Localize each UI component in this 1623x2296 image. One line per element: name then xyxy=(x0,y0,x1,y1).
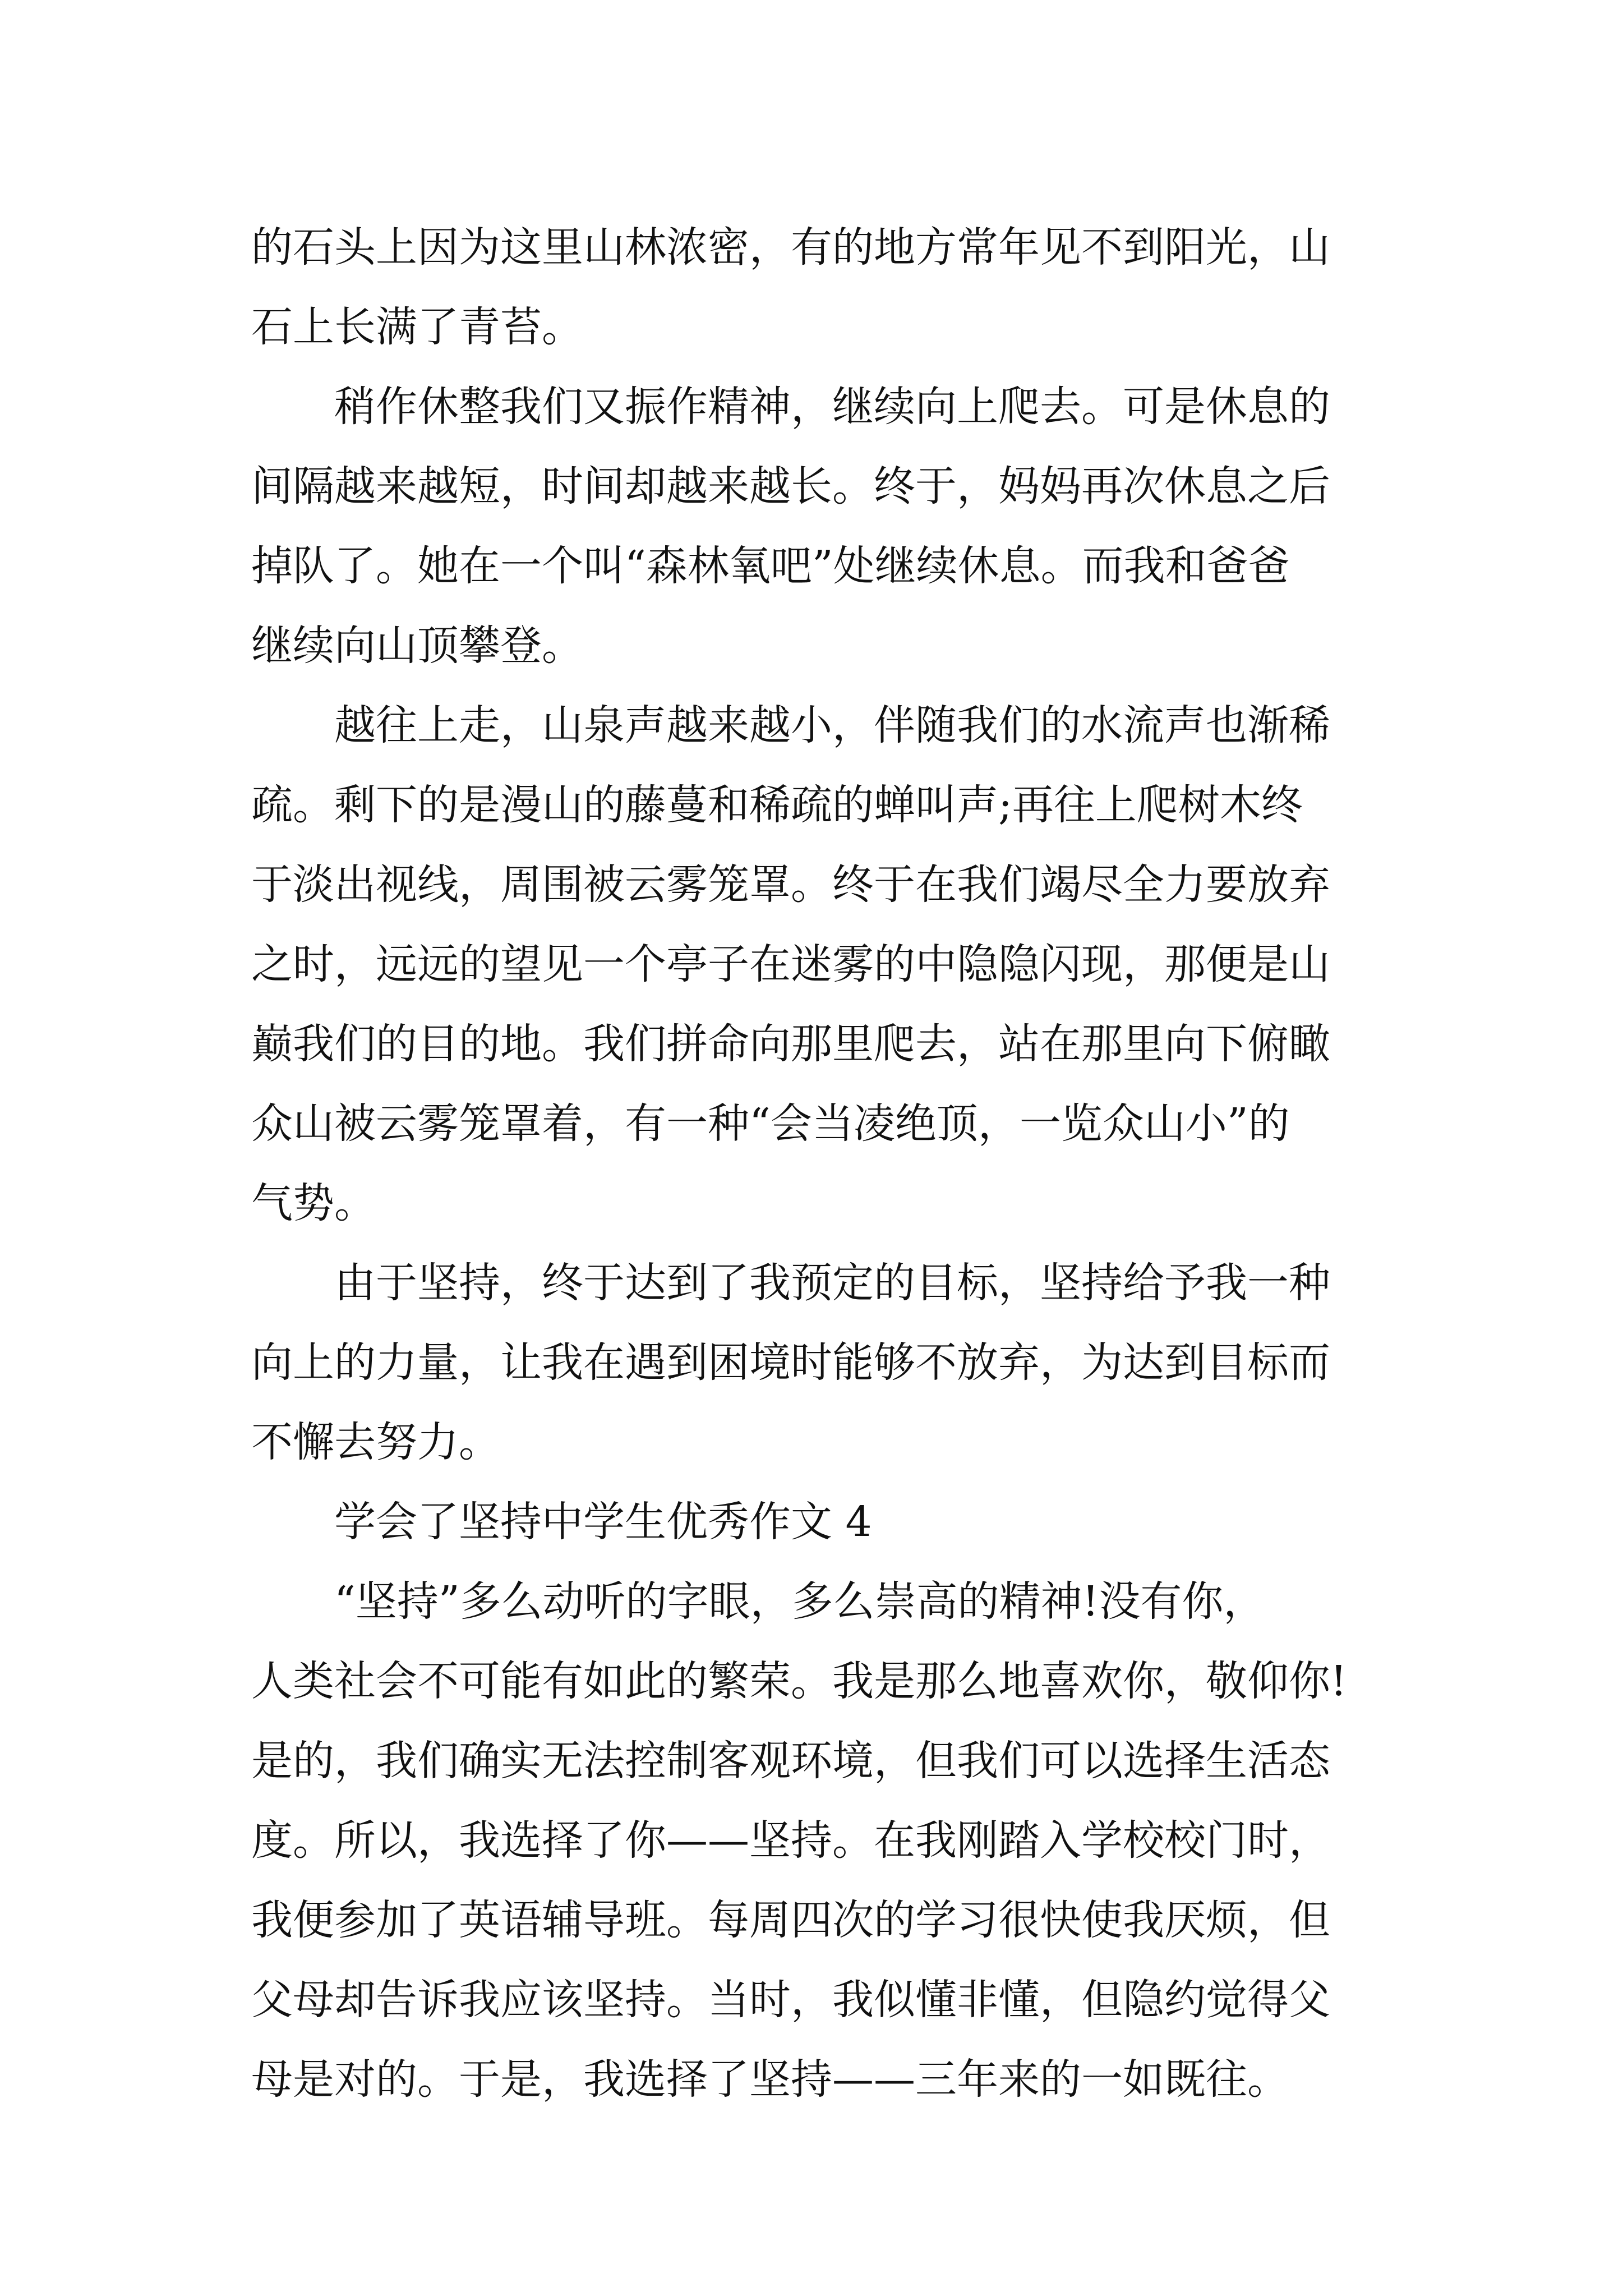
text-line: 不懈去努力。 xyxy=(251,1418,500,1466)
text-line: 于淡出视线，周围被云雾笼罩。终于在我们竭尽全力要放弃 xyxy=(251,861,1330,909)
text-line: 石上长满了青苔。 xyxy=(251,303,583,351)
paragraph-start-line: “坚持”多么动听的字眼，多么崇高的精神!没有你， xyxy=(334,1577,1265,1626)
text-line: 巅我们的目的地。我们拼命向那里爬去，站在那里向下俯瞰 xyxy=(251,1020,1330,1068)
text-line: 疏。剩下的是漫山的藤蔓和稀疏的蝉叫声;再往上爬树木终 xyxy=(251,781,1303,829)
text-line: 的石头上因为这里山林浓密，有的地方常年见不到阳光，山 xyxy=(251,223,1330,272)
body-text xyxy=(251,208,1395,2119)
paragraph-start-line: 稍作休整我们又振作精神，继续向上爬去。可是休息的 xyxy=(334,383,1330,431)
text-line: 是的，我们确实无法控制客观环境，但我们可以选择生活态 xyxy=(251,1737,1330,1785)
text-line: 向上的力量，让我在遇到困境时能够不放弃，为达到目标而 xyxy=(251,1338,1330,1387)
text-line: 间隔越来越短，时间却越来越长。终于，妈妈再次休息之后 xyxy=(251,462,1330,510)
text-line: 掉队了。她在一个叫“森林氧吧”处继续休息。而我和爸爸 xyxy=(251,542,1290,590)
paragraph-start-line: 越往上走，山泉声越来越小，伴随我们的水流声也渐稀 xyxy=(334,701,1330,749)
text-line: 度。所以，我选择了你——坚持。在我刚踏入学校校门时， xyxy=(251,1816,1330,1865)
text-line: 之时，远远的望见一个亭子在迷雾的中隐隐闪现，那便是山 xyxy=(251,940,1330,988)
paragraph-start-line: 由于坚持，终于达到了我预定的目标，坚持给予我一种 xyxy=(334,1259,1330,1307)
section-heading: 学会了坚持中学生优秀作文 4 xyxy=(334,1498,872,1546)
text-line: 人类社会不可能有如此的繁荣。我是那么地喜欢你，敬仰你! xyxy=(251,1657,1347,1705)
text-line: 父母却告诉我应该坚持。当时，我似懂非懂，但隐约觉得父 xyxy=(251,1976,1330,2024)
text-line: 我便参加了英语辅导班。每周四次的学习很快使我厌烦，但 xyxy=(251,1896,1330,1944)
text-line: 气势。 xyxy=(251,1179,376,1227)
text-line: 众山被云雾笼罩着，有一种“会当凌绝顶，一览众山小”的 xyxy=(251,1099,1290,1148)
text-line: 继续向山顶攀登。 xyxy=(251,622,583,670)
text-line: 母是对的。于是，我选择了坚持——三年来的一如既往。 xyxy=(251,2055,1289,2104)
